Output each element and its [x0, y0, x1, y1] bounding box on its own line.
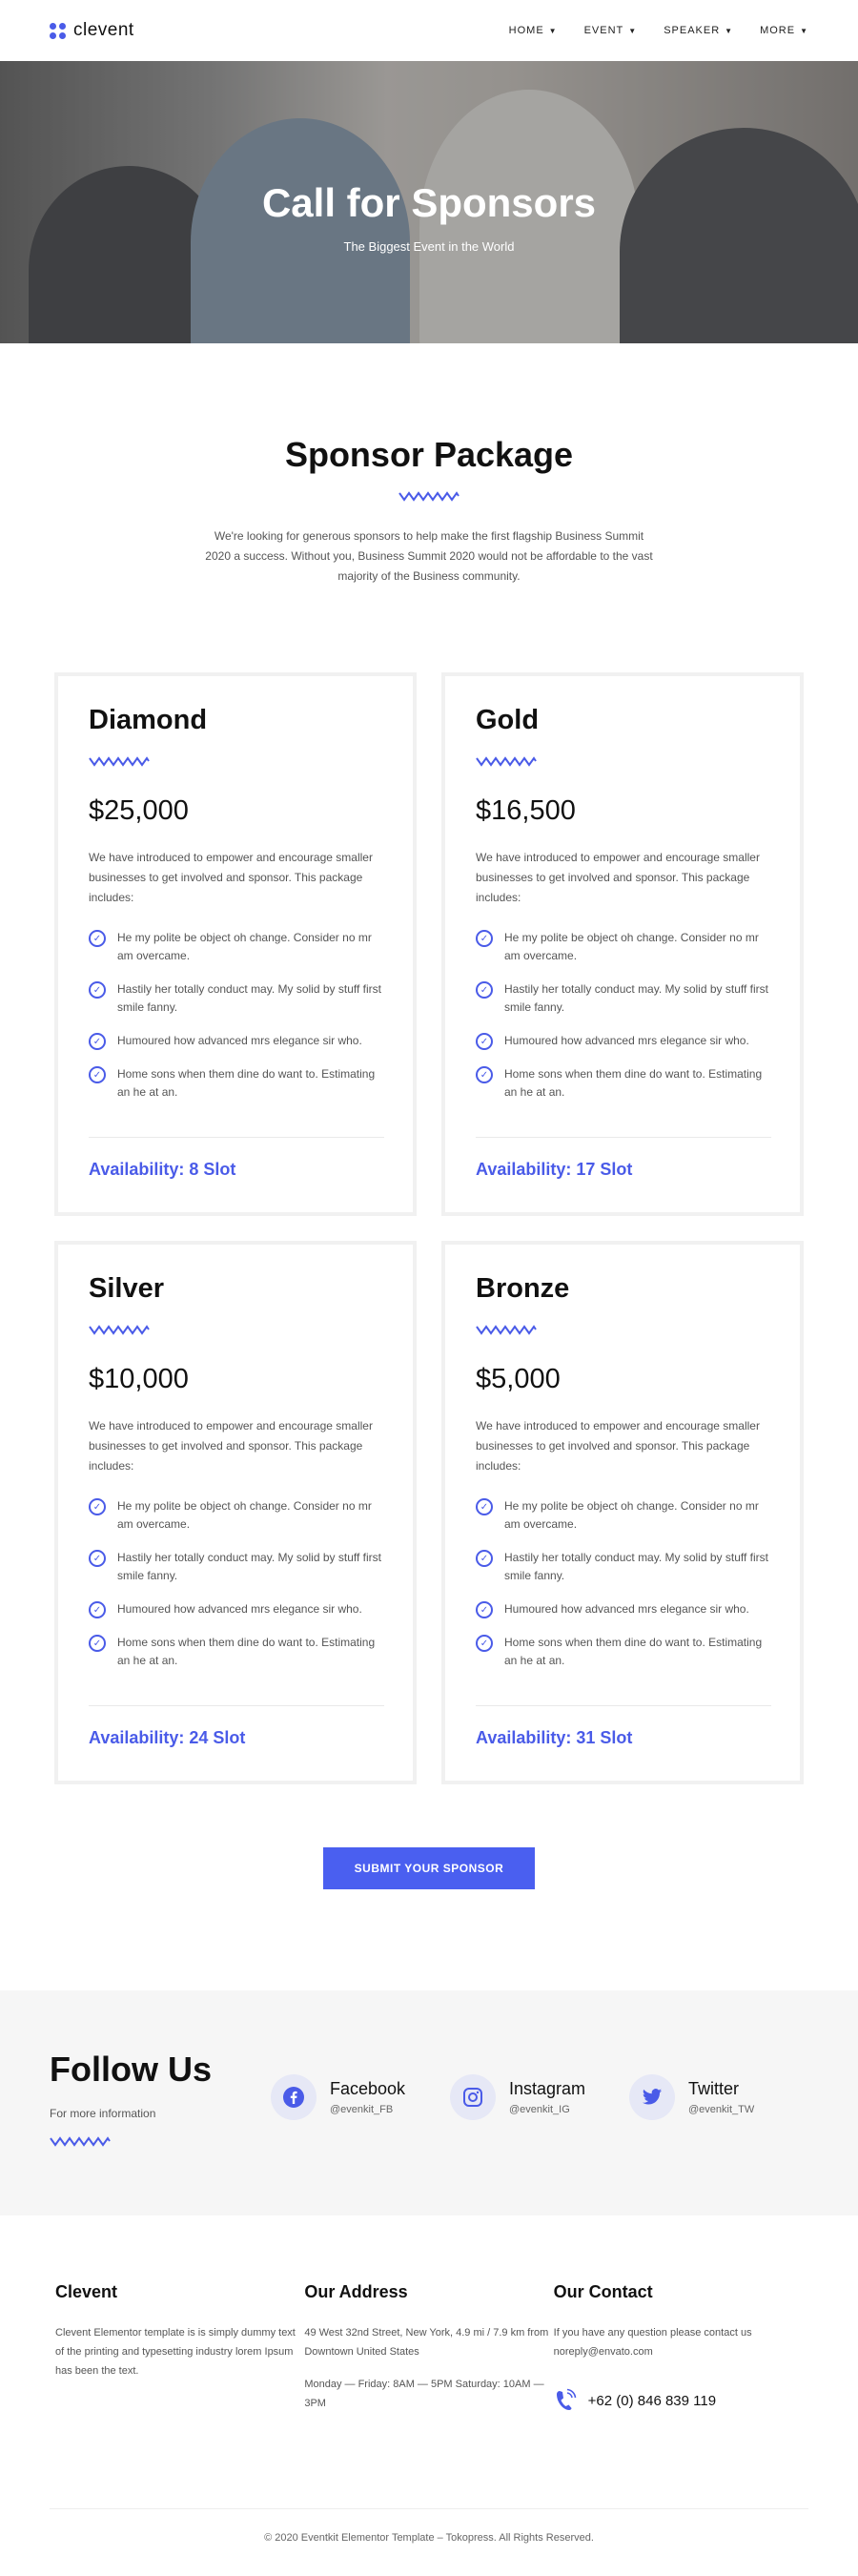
- nav-label: SPEAKER: [664, 25, 721, 36]
- twitter-icon: [629, 2074, 675, 2120]
- feature-text: Home sons when them dine do want to. Estimating an he at an.: [504, 1067, 763, 1099]
- social-link-instagram[interactable]: [450, 2074, 629, 2120]
- check-circle-icon: ✓: [89, 1066, 106, 1083]
- feature-list: [89, 929, 384, 1102]
- feature-item: [476, 1065, 771, 1102]
- package-description: We have introduced to empower and encourage smaller businesses to get involved and sponsor. This package includes:: [89, 1419, 373, 1473]
- nav-label: HOME: [508, 25, 544, 36]
- sponsor-intro: [0, 343, 858, 587]
- submit-wrap: [0, 1847, 858, 1889]
- package-card-diamond: [54, 672, 417, 1216]
- feature-item: [476, 1032, 771, 1050]
- check-circle-icon: ✓: [89, 1601, 106, 1618]
- zigzag-divider-icon: [398, 490, 460, 502]
- zigzag-divider-icon: [476, 755, 537, 767]
- social-text: [330, 2079, 405, 2115]
- package-price: $5,000: [476, 1364, 561, 1394]
- follow-title: Follow Us: [50, 2050, 212, 2089]
- chevron-down-icon: ▼: [628, 26, 638, 35]
- hero-content: [0, 61, 858, 343]
- hero-banner: [0, 61, 858, 343]
- nav-item-home[interactable]: [509, 25, 558, 36]
- instagram-icon: [450, 2074, 496, 2120]
- intro-text: We're looking for generous sponsors to help make the first flagship Business Summit 2020 a success. Without you, Business Summit 2020 would not be affordable to the vast majority of the Business community.: [205, 529, 653, 583]
- footer-contact: [554, 2282, 803, 2413]
- package-description: We have introduced to empower and encourage smaller businesses to get involved and sponsor. This package includes:: [476, 851, 760, 904]
- package-availability: Availability: 17 Slot: [476, 1160, 633, 1179]
- check-circle-icon: ✓: [89, 1033, 106, 1050]
- feature-text: Hastily her totally conduct may. My solid by stuff first smile fanny.: [504, 1551, 768, 1582]
- follow-intro: [50, 2050, 267, 2147]
- footer-address-text: 49 West 32nd Street, New York, 4.9 mi / 7.9 km from Downtown United States: [304, 2327, 549, 2358]
- brand-name: clevent: [73, 20, 134, 40]
- feature-item: [89, 1065, 384, 1102]
- check-circle-icon: ✓: [476, 1066, 493, 1083]
- check-circle-icon: ✓: [476, 981, 493, 999]
- package-availability: Availability: 8 Slot: [89, 1160, 236, 1179]
- social-links: [271, 2074, 808, 2120]
- footer: [0, 2215, 858, 2561]
- feature-item: [89, 1549, 384, 1585]
- card-divider: [89, 1705, 384, 1706]
- check-circle-icon: ✓: [89, 1635, 106, 1652]
- follow-us-section: [0, 1990, 858, 2215]
- feature-list: [476, 929, 771, 1102]
- feature-item: [89, 1497, 384, 1534]
- facebook-icon: [271, 2074, 317, 2120]
- package-description: We have introduced to empower and encourage smaller businesses to get involved and sponsor. This package includes:: [89, 851, 373, 904]
- feature-text: Hastily her totally conduct may. My solid by stuff first smile fanny.: [117, 982, 381, 1014]
- chevron-down-icon: ▼: [800, 26, 808, 35]
- zigzag-divider-icon: [50, 2135, 111, 2147]
- feature-item: [476, 1634, 771, 1670]
- hero-subtitle: The Biggest Event in the World: [343, 238, 515, 254]
- check-circle-icon: ✓: [476, 1601, 493, 1618]
- main-nav: [509, 25, 808, 36]
- social-text: [688, 2079, 754, 2115]
- footer-heading: Our Contact: [553, 2282, 653, 2301]
- footer-contact-text: If you have any question please contact us noreply@envato.com: [553, 2327, 752, 2358]
- social-handle: @evenkit_TW: [688, 2104, 755, 2115]
- nav-item-more[interactable]: [760, 25, 808, 36]
- feature-item: [89, 1032, 384, 1050]
- logo-dots-icon: [50, 23, 66, 39]
- social-name: Facebook: [330, 2079, 406, 2098]
- social-link-twitter[interactable]: [629, 2074, 808, 2120]
- feature-item: [476, 1497, 771, 1534]
- package-card-bronze: [441, 1241, 804, 1784]
- check-circle-icon: ✓: [89, 930, 106, 947]
- footer-about: [55, 2282, 304, 2413]
- package-name: Silver: [89, 1273, 164, 1304]
- chevron-down-icon: ▼: [548, 26, 558, 35]
- feature-text: Home sons when them dine do want to. Estimating an he at an.: [117, 1067, 376, 1099]
- footer-hours: Monday — Friday: 8AM — 5PM Saturday: 10AM — 3PM: [304, 2379, 544, 2409]
- check-circle-icon: ✓: [476, 1550, 493, 1567]
- check-circle-icon: ✓: [476, 1033, 493, 1050]
- feature-item: [476, 980, 771, 1017]
- package-name: Gold: [476, 705, 540, 735]
- social-handle: @evenkit_FB: [330, 2104, 394, 2115]
- feature-item: [476, 1600, 771, 1618]
- zigzag-divider-icon: [89, 755, 150, 767]
- feature-list: [89, 1497, 384, 1670]
- feature-list: [476, 1497, 771, 1670]
- nav-label: MORE: [760, 25, 796, 36]
- nav-item-event[interactable]: [584, 25, 638, 36]
- footer-address: [304, 2282, 553, 2413]
- phone-row[interactable]: [554, 2388, 803, 2413]
- feature-text: He my polite be object oh change. Consider no mr am overcame.: [504, 931, 759, 962]
- card-divider: [89, 1137, 384, 1138]
- feature-item: [476, 1549, 771, 1585]
- feature-text: Humoured how advanced mrs elegance sir who.: [117, 1034, 362, 1047]
- phone-icon: [554, 2388, 577, 2413]
- social-name: Twitter: [688, 2079, 740, 2098]
- nav-item-speaker[interactable]: [664, 25, 733, 36]
- package-name: Diamond: [89, 705, 208, 735]
- card-divider: [476, 1137, 771, 1138]
- feature-text: Humoured how advanced mrs elegance sir who.: [117, 1602, 362, 1616]
- copyright: © 2020 Eventkit Elementor Template – Tokopress. All Rights Reserved.: [50, 2508, 808, 2561]
- feature-text: Home sons when them dine do want to. Estimating an he at an.: [504, 1636, 763, 1667]
- social-link-facebook[interactable]: [271, 2074, 450, 2120]
- navbar: [0, 0, 858, 61]
- footer-heading: Our Address: [304, 2282, 408, 2301]
- package-price: $16,500: [476, 795, 576, 826]
- sponsor-packages: [0, 672, 858, 1784]
- feature-item: [89, 980, 384, 1017]
- package-description: We have introduced to empower and encourage smaller businesses to get involved and sponsor. This package includes:: [476, 1419, 760, 1473]
- social-name: Instagram: [509, 2079, 586, 2098]
- check-circle-icon: ✓: [89, 981, 106, 999]
- package-name: Bronze: [476, 1273, 570, 1304]
- check-circle-icon: ✓: [476, 1635, 493, 1652]
- zigzag-divider-icon: [476, 1324, 537, 1335]
- hero-title: Call for Sponsors: [261, 179, 597, 225]
- footer-columns: [0, 2215, 858, 2413]
- footer-heading: Clevent: [55, 2282, 118, 2301]
- package-card-silver: [54, 1241, 417, 1784]
- submit-sponsor-button[interactable]: SUBMIT YOUR SPONSOR: [323, 1847, 535, 1889]
- feature-text: He my polite be object oh change. Consider no mr am overcame.: [117, 1499, 372, 1531]
- feature-item: [89, 929, 384, 965]
- package-card-gold: [441, 672, 804, 1216]
- feature-item: [89, 1634, 384, 1670]
- footer-about-text: Clevent Elementor template is is simply dummy text of the printing and typesetting industry lorem Ipsum has been the text.: [55, 2327, 296, 2377]
- chevron-down-icon: ▼: [725, 26, 734, 35]
- package-price: $25,000: [89, 795, 189, 826]
- social-handle: @evenkit_IG: [509, 2104, 570, 2115]
- check-circle-icon: ✓: [89, 1498, 106, 1515]
- feature-item: [476, 929, 771, 965]
- feature-item: [89, 1600, 384, 1618]
- phone-number: +62 (0) 846 839 119: [587, 2392, 717, 2409]
- social-text: [509, 2079, 585, 2115]
- feature-text: Hastily her totally conduct may. My solid by stuff first smile fanny.: [504, 982, 768, 1014]
- check-circle-icon: ✓: [476, 930, 493, 947]
- feature-text: Hastily her totally conduct may. My solid by stuff first smile fanny.: [117, 1551, 381, 1582]
- card-divider: [476, 1705, 771, 1706]
- nav-label: EVENT: [583, 25, 624, 36]
- feature-text: He my polite be object oh change. Consider no mr am overcame.: [504, 1499, 759, 1531]
- package-price: $10,000: [89, 1364, 189, 1394]
- follow-subtitle: For more information: [50, 2107, 156, 2120]
- feature-text: He my polite be object oh change. Consider no mr am overcame.: [117, 931, 372, 962]
- feature-text: Humoured how advanced mrs elegance sir who.: [504, 1602, 749, 1616]
- check-circle-icon: ✓: [476, 1498, 493, 1515]
- check-circle-icon: ✓: [89, 1550, 106, 1567]
- package-availability: Availability: 31 Slot: [476, 1728, 633, 1747]
- package-availability: Availability: 24 Slot: [89, 1728, 246, 1747]
- section-title: Sponsor Package: [284, 435, 574, 474]
- feature-text: Home sons when them dine do want to. Estimating an he at an.: [117, 1636, 376, 1667]
- brand-logo[interactable]: [50, 20, 134, 41]
- zigzag-divider-icon: [89, 1324, 150, 1335]
- feature-text: Humoured how advanced mrs elegance sir who.: [504, 1034, 749, 1047]
